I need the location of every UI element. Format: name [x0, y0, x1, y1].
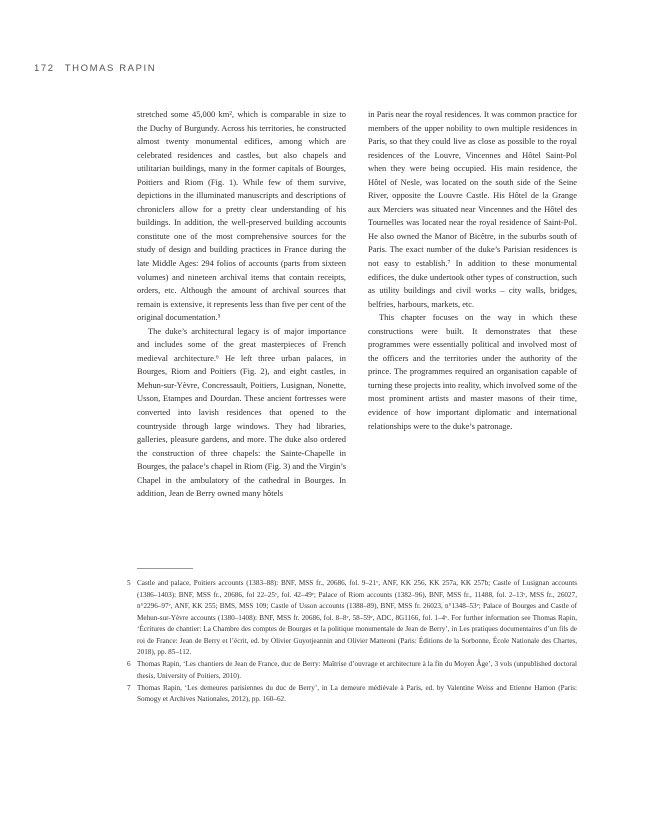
running-header: [34, 63, 156, 74]
footnote-number: 6: [127, 660, 131, 668]
body-column-left: [137, 108, 346, 501]
footnote: [127, 659, 577, 682]
footnote: [127, 683, 577, 706]
footnote-number: 5: [127, 579, 131, 587]
footnote-number: 7: [127, 683, 131, 692]
body-column-right: [368, 108, 577, 433]
running-title: THOMAS RAPIN: [64, 63, 157, 74]
page-number: 172: [34, 63, 55, 74]
footnotes: [127, 578, 577, 706]
footnote: [127, 578, 577, 659]
footnote-text: Castle and palace, Poitiers accounts (1383–88): BNF, MSS fr., 20686, fol. 9–21ᵛ, ANF, KK 256, KK 257a, KK 257b; Castle of Lusignan accounts (1386–1403): BNF, MSS fr., 20686, fol 22–25ᵛ, fol. 42–49ᵛ; Palace of Riom accounts (1382–96), BNF, MSS fr., 11488, fol. 2–13ᵛ, MSS fr., 26027, n°2296–97ᵛ, ANF, KK 255; BMS, MSS 109; Castle of Usson accounts (1388–89), BNF, MSS fr. 26023, n°1348–53ᵛ; Palace of Bourges and Castle of Mehun-sur-Yèvre accounts (1380–1408): BNF, MSS fr. 20686, fol. 8–8ᵛ, 58–59ᵛ, ADC, 8G1166, fol. 1–4ᵛ. For further information see Thomas Rapin, ‘Écritures de chantier: La Chambre des comptes de Bourges et la politique monumentale de Jean de Berry’, in Les pratiques documentaires d’un fils de roi de France: Jean de Berry et l’écrit, ed. by Olivier Guyotjeannin and Olivier Matteoni (Paris: Éditions de la Sorbonne, École Nationale des Chartes, 2018), pp. 85–112.: [137, 579, 577, 656]
paragraph: stretched some 45,000 km², which is comparable in size to the Duchy of Burgundy. Across his territories, he constructed almost twenty monumental edifices, among which are celebrated residences and castles, but also chapels and utilitarian buildings, many in the former capitals of Bourges, Poitiers and Riom (Fig. 1). While few of them survive, depictions in the illuminated manuscripts and descriptions of chroniclers allow for a pretty clear understanding of his buildings. In addition, the well-preserved building accounts constitute one of the most comprehensive sources for the study of design and building practices in France during the late Middle Ages: 294 folios of accounts (parts from sixteen volumes) and nineteen archival items that contain receipts, orders, etc. Although the amount of archival sources that remain is extensive, it represents less than five per cent of the original documentation.⁵: [137, 109, 346, 323]
paragraph: This chapter focuses on the way in which these constructions were built. It demonstrates that these programmes were essentially political and involved most of the officers and the territories under the authority of the prince. The programmes required an organisation capable of turning these projects into reality, which involved some of the most prominent artists and master masons of their time, evidence of how important diplomatic and international relationships were to the duke’s patronage.: [368, 312, 577, 431]
footnote-text: Thomas Rapin, ‘Les chantiers de Jean de France, duc de Berry: Maîtrise d’ouvrage et architecture à la fin du Moyen Âge’, 3 vols (unpublished doctoral thesis, University of Poitiers, 2010).: [137, 660, 577, 680]
footnote-text: Thomas Rapin, ‘Les demeures parisiennes du duc de Berry’, in La demeure médiévale à Paris, ed. by Valentine Weiss and Etienne Hamon (Paris: Somogy et Archives Nationales, 2012), pp. 160–62.: [137, 683, 577, 703]
paragraph: The duke’s architectural legacy is of major importance and includes some of the great masterpieces of French medieval architecture.⁶ He left three urban palaces, in Bourges, Riom and Poitiers (Fig. 2), and eight castles, in Mehun-sur-Yèvre, Concressault, Poitiers, Lusignan, Nonette, Usson, Etampes and Dourdan. These ancient fortresses were converted into lavish residences that opened to the countryside through large windows. They had libraries, galleries, pleasure gardens, and more. The duke also ordered the construction of three chapels: the Sainte-Chapelle in Bourges, the palace’s chapel in Riom (Fig. 3) and the Virgin’s Chapel in the ambulatory of the cathedral in Bourges. In addition, Jean de Berry owned many hôtels: [137, 325, 346, 499]
footnote-separator: [137, 568, 193, 569]
paragraph: in Paris near the royal residences. It was common practice for members of the upper nobility to own multiple residences in Paris, so that they could live as close as possible to the royal residences of the Louvre, Vincennes and Hôtel Saint-Pol when they were being occupied. His main residence, the Hôtel of Nesle, was located on the south side of the Seine River, opposite the Louvre Castle. His Hôtel de la Grange aux Merciers was situated near Vincennes and the Hôtel des Tournelles was located near the royal residence of Saint-Pol. He also owned the Manor of Bicêtre, in the suburbs south of Paris. The exact number of the duke’s Parisian residences is not easy to establish.⁷ In addition to these monumental edifices, the duke undertook other types of construction, such as utility buildings and civil works – city walls, bridges, belfries, harbours, markets, etc.: [368, 109, 577, 309]
